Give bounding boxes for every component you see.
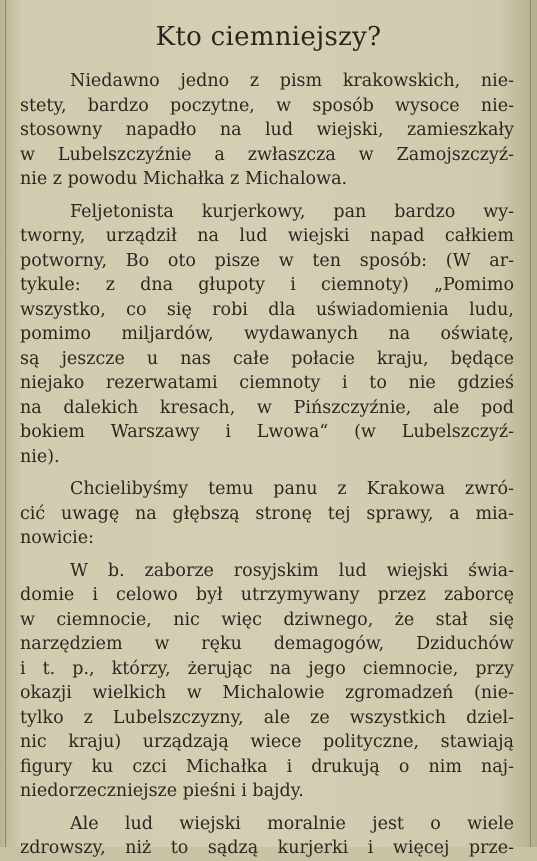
text-line: Ale lud wiejski moralnie jest o wiele xyxy=(70,813,514,834)
text-line: nie). xyxy=(20,446,60,467)
text-line: i t. p., którzy, żerując na jego ciemnocie, przy xyxy=(20,658,514,679)
text-line: okazji wielkich w Michalowie zgromadzeń (nie- xyxy=(20,683,514,703)
text-line: bokiem Warszawy i Lwowa“ (w Lubelszczyź- xyxy=(20,422,514,442)
article-title: Kto ciemniejszy? xyxy=(155,22,382,52)
text-line: potworny, Bo oto pisze w ten sposób: (W ar- xyxy=(20,250,514,271)
paragraph-gap xyxy=(20,551,514,559)
text-line: w ciemnocie, nic więc dziwnego, że stał się xyxy=(20,609,514,630)
paragraph-1 xyxy=(20,69,514,192)
text-line: nowicie: xyxy=(20,528,95,548)
text-line: Niedawno jedno z pism krakowskich, nie- xyxy=(70,71,514,91)
paragraph-5 xyxy=(20,812,514,861)
text-line: narzędziem w ręku demagogów, Dziduchów xyxy=(20,634,514,654)
text-line: nic kraju) urządzają wiece polityczne, stawiają xyxy=(20,732,514,752)
text-line: tworny, urządził na lud wiejski napad całkiem xyxy=(20,226,514,246)
text-line: wszystko, co się robi dla uświadomienia ludu, xyxy=(20,299,514,320)
text-line: pomimo miljardów, wydawanych na oświatę, xyxy=(20,324,514,344)
text-line: niedorzeczniejsze pieśni i bajdy. xyxy=(20,781,304,801)
text-line: niejako rezerwatami ciemnoty i to nie gdzieś xyxy=(20,373,514,393)
text-line: na dalekich kresach, w Pińszczyźnie, ale pod xyxy=(20,397,514,418)
text-line: Feljetonista kurjerkowy, pan bardzo wy- xyxy=(70,201,514,222)
paragraph-gap xyxy=(20,804,514,812)
paragraph-2 xyxy=(20,200,514,470)
text-line: w Lubelszczyźnie a zwłaszcza w Zamojszczyź- xyxy=(20,144,514,165)
paragraph-gap xyxy=(20,192,514,200)
text-line: zdrowszy, niż to sądzą kurjerki i więcej prze- xyxy=(20,838,514,858)
page-border-left xyxy=(5,0,6,847)
article-body xyxy=(20,69,514,861)
text-line: stosowny napadło na lud wiejski, zamieszkały xyxy=(20,120,514,140)
text-line: W b. zaborze rosyjskim lud wiejski świa- xyxy=(70,560,514,581)
text-line: są jeszcze u nas całe połacie kraju, będące xyxy=(20,348,514,369)
text-line: nie z powodu Michałka z Michalowa. xyxy=(20,169,348,189)
paragraph-4 xyxy=(20,559,514,804)
text-line: cić uwagę na głębszą stronę tej sprawy, a mia- xyxy=(20,503,514,524)
paragraph-3 xyxy=(20,477,514,551)
text-line: Chcielibyśmy temu panu z Krakowa zwró- xyxy=(70,479,514,499)
page-border-right xyxy=(530,0,531,847)
text-line: figury ku czci Michałka i drukują o nim naj- xyxy=(20,756,514,777)
text-line: tykule: z dna głupoty i ciemnoty) „Pomimo xyxy=(20,275,514,295)
text-line: tylko z Lubelszczyzny, ale ze wszystkich dziel- xyxy=(20,707,514,728)
text-line: stety, bardzo poczytne, w sposób wysoce nie- xyxy=(20,95,514,116)
text-line: domie i celowo był utrzymywany przez zaborcę xyxy=(20,585,514,605)
paragraph-gap xyxy=(20,469,514,477)
